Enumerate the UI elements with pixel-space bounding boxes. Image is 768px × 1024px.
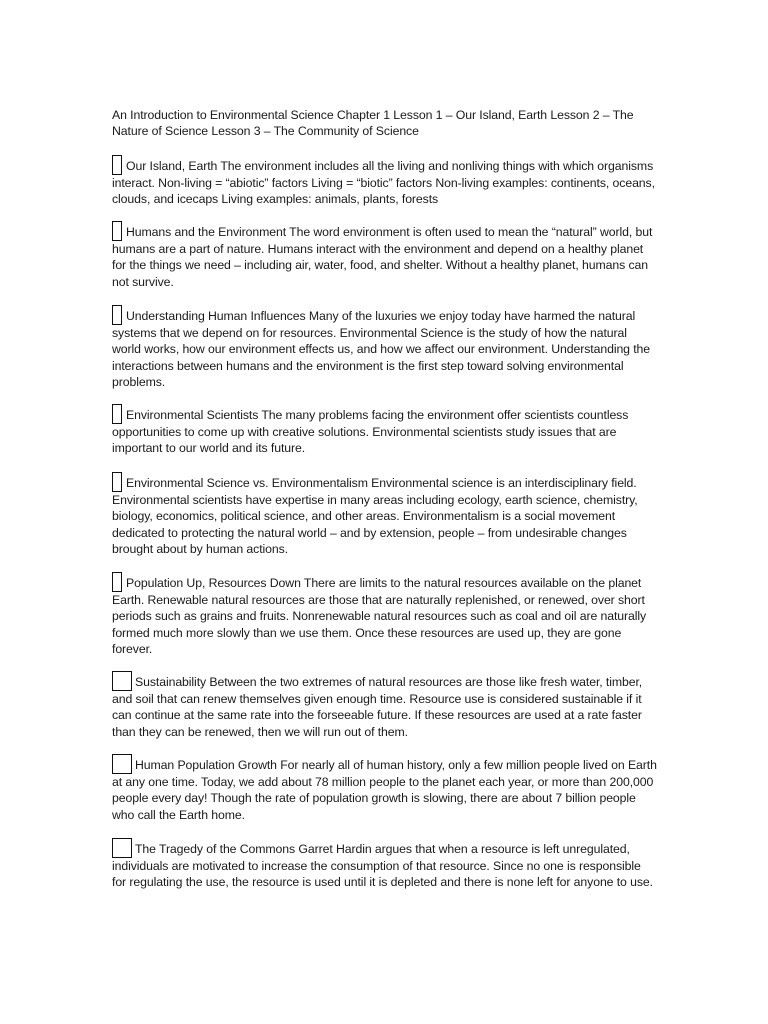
missing-glyph-box-icon: [112, 671, 132, 691]
paragraph-science-vs-environmentalism: [112, 472, 657, 557]
missing-glyph-box-icon: [112, 838, 132, 858]
paragraph-human-population-growth: [112, 754, 657, 823]
missing-glyph-box-icon: [112, 221, 122, 241]
missing-glyph-box-icon: [112, 155, 122, 175]
paragraph-population-up-resources-down: [112, 572, 657, 657]
paragraph-environmental-scientists: [112, 404, 657, 457]
paragraph-text: Human Population Growth For nearly all of human history, only a few million people lived on Earth at any one time. Today, we add about 78 million people to the planet each year, or more than 200,000 people every day! Though the rate of population growth is slowing, there are about 7 billion people who call the Earth home.: [112, 758, 657, 822]
missing-glyph-box-icon: [112, 305, 122, 325]
paragraph-text: Environmental Scientists The many problems facing the environment offer scientists countless opportunities to come up with creative solutions. Environmental scientists study issues that are important to our world and its future.: [112, 408, 629, 456]
paragraph-text: Environmental Science vs. Environmentalism Environmental science is an interdisciplinary field. Environmental scientists have expertise in many areas including ecology, earth science, chemistry, biology, economics, political science, and other areas. Environmentalism is a social movement dedicated to protecting the natural world – and by extension, people – from undesirable changes brought about by human actions.: [112, 476, 638, 556]
paragraph-humans-and-environment: [112, 221, 657, 290]
paragraph-text: Population Up, Resources Down There are limits to the natural resources available on the planet Earth. Renewable natural resources are those that are naturally replenished, or renewed, over short periods such as grains and fruits. Nonrenewable natural resources such as coal and oil are naturally formed much more slowly than we use them. Once these resources are used up, they are gone forever.: [112, 576, 647, 656]
paragraph-sustainability: [112, 671, 657, 740]
paragraph-understanding-human-influences: [112, 305, 657, 390]
paragraph-text: Understanding Human Influences Many of the luxuries we enjoy today have harmed the natural systems that we depend on for resources. Environmental Science is the study of how the natural world works, how our environment effects us, and how we affect our environment. Understanding the interactions between humans and the environment is the first step toward solving environmental problems.: [112, 309, 651, 389]
document-title: An Introduction to Environmental Science Chapter 1 Lesson 1 – Our Island, Earth Lesson 2 – The Nature of Science Lesson 3 – The Community of Science: [112, 108, 634, 139]
paragraph-our-island-earth: [112, 155, 657, 208]
missing-glyph-box-icon: [112, 754, 132, 774]
paragraph-text: The Tragedy of the Commons Garret Hardin argues that when a resource is left unregulated, individuals are motivated to increase the consumption of that resource. Since no one is responsible for regulating the use, the resource is used until it is depleted and there is none left for anyone to use.: [112, 842, 653, 890]
paragraph-text: Humans and the Environment The word environment is often used to mean the “natural” world, but humans are a part of nature. Humans interact with the environment and depend on a healthy planet for the things we need – including air, water, food, and shelter. Without a healthy planet, humans can not survive.: [112, 225, 653, 289]
paragraph-tragedy-of-the-commons: [112, 838, 657, 891]
paragraph-text: Sustainability Between the two extremes of natural resources are those like fresh water, timber, and soil that can renew themselves given enough time. Resource use is considered sustainable if it can continue at the same rate into the forseeable future. If these resources are used at a rate faster than they can be renewed, then we will run out of them.: [112, 675, 643, 739]
missing-glyph-box-icon: [112, 572, 122, 592]
paragraph-text: Our Island, Earth The environment includes all the living and nonliving things with which organisms interact. Non-living = “abiotic” factors Living = “biotic” factors Non-living examples: continents, oceans, clouds, and icecaps Living examples: animals, plants, forests: [112, 159, 655, 207]
missing-glyph-box-icon: [112, 404, 122, 424]
missing-glyph-box-icon: [112, 472, 122, 492]
document-page: [112, 107, 657, 890]
